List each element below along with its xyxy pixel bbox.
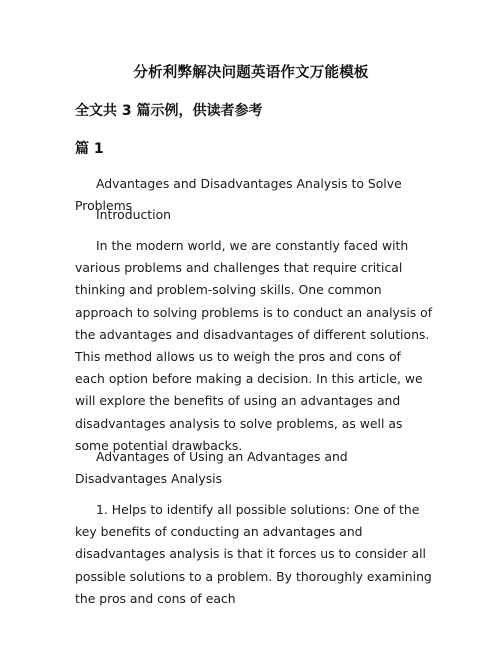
introduction-heading: Introduction [96,207,172,222]
document-title: 分析利弊解决问题英语作文万能模板 [133,65,369,81]
advantage-point-1: 1. Helps to identify all possible solutions: One of the key benefits of conducting an advantages and disadvantages analysis is that it forces us to consider all possible solutions to a problem. By thoroughly examining the pros and cons of each [75,502,432,606]
introduction-paragraph: In the modern world, we are constantly faced with various problems and challenges that require critical thinking and problem-solving skills. One common approach to solving problems is to conduct an analysis of the advantages and disadvantages of different solutions. This method allows us to weigh the pros and cons of each option before making a decision. In this article, we will explore the benefits of using an advantages and disadvantages analysis to solve problems, as well as some potential drawbacks. [75,238,433,453]
document-subtitle: 全文共 3 篇示例，供读者参考 [75,103,263,119]
essay-title-paragraph: Advantages and Disadvantages Analysis to Solve Problems [75,176,402,214]
advantages-heading: Advantages of Using an Advantages and Disadvantages Analysis [75,449,348,487]
section-heading: 篇 1 [75,141,104,157]
